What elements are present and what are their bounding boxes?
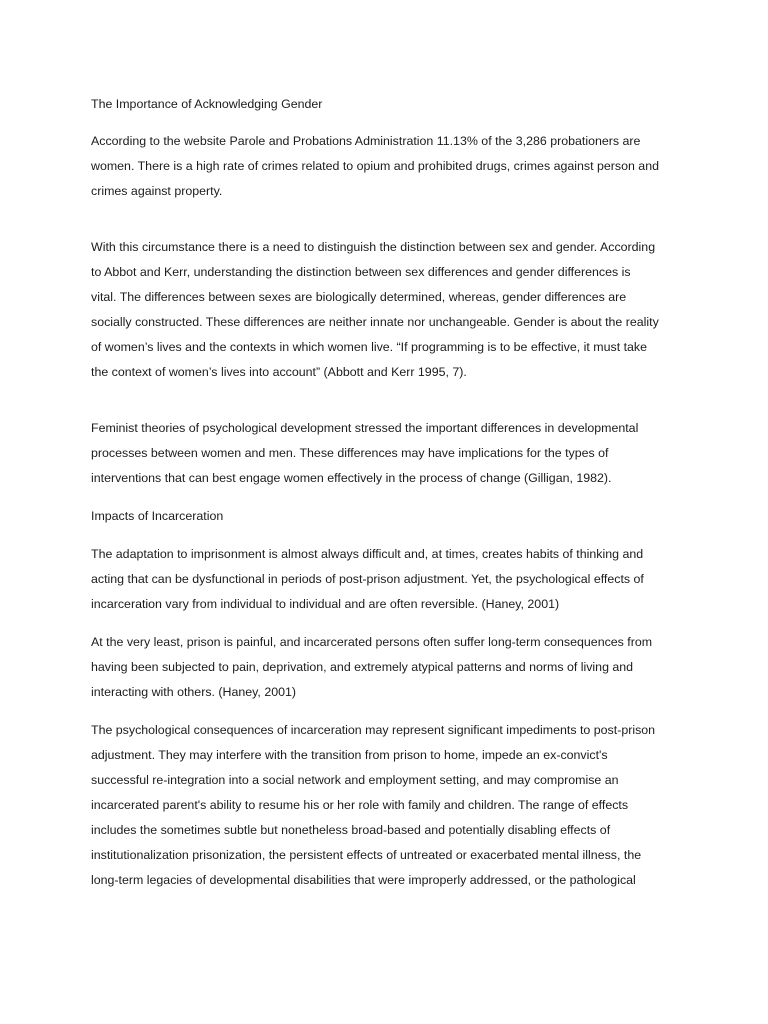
text-line: vital. The differences between sexes are biologically determined, whereas, gender differences are xyxy=(91,290,627,304)
text-line: to Abbot and Kerr, understanding the distinction between sex differences and gender differences is xyxy=(91,265,631,279)
text-line: incarceration vary from individual to individual and are often reversible. (Haney, 2001) xyxy=(91,597,560,611)
text-line: acting that can be dysfunctional in periods of post-prison adjustment. Yet, the psychological effects of xyxy=(91,572,644,586)
text-line: interacting with others. (Haney, 2001) xyxy=(91,685,297,699)
text-line: of women’s lives and the contexts in which women live. “If programming is to be effective, it must take xyxy=(91,340,647,354)
section-heading-gender: The Importance of Acknowledging Gender xyxy=(91,97,323,111)
section-heading-incarceration: Impacts of Incarceration xyxy=(91,509,224,523)
text-line: crimes against property. xyxy=(91,184,223,198)
text-line: With this circumstance there is a need to distinguish the distinction between sex and gender. According xyxy=(91,240,656,254)
paragraph-sex-gender-distinction xyxy=(91,235,677,385)
spacer xyxy=(91,385,677,416)
text-line: having been subjected to pain, deprivation, and extremely atypical patterns and norms of living and xyxy=(91,660,634,674)
text-line: At the very least, prison is painful, and incarcerated persons often suffer long-term consequences from xyxy=(91,635,653,649)
text-line: successful re-integration into a social network and employment setting, and may compromise an xyxy=(91,773,619,787)
paragraph-psychological-consequences xyxy=(91,718,677,893)
document-body xyxy=(91,92,677,893)
spacer xyxy=(91,204,677,235)
spacer xyxy=(91,705,677,718)
text-line: Feminist theories of psychological development stressed the important differences in developmental xyxy=(91,421,639,435)
text-line: incarcerated parent's ability to resume his or her role with family and children. The range of effects xyxy=(91,798,629,812)
spacer xyxy=(91,117,677,129)
spacer xyxy=(91,529,677,542)
text-line: interventions that can best engage women effectively in the process of change (Gilligan, 1982). xyxy=(91,471,612,485)
spacer xyxy=(91,491,677,504)
text-line: The psychological consequences of incarceration may represent significant impediments to post-prison xyxy=(91,723,656,737)
text-line: adjustment. They may interfere with the transition from prison to home, impede an ex-convict's xyxy=(91,748,608,762)
text-line: includes the sometimes subtle but nonetheless broad-based and potentially disabling effects of xyxy=(91,823,611,837)
paragraph-parole-statistics xyxy=(91,129,677,204)
text-line: The adaptation to imprisonment is almost always difficult and, at times, creates habits of thinking and xyxy=(91,547,644,561)
paragraph-feminist-theories xyxy=(91,416,677,491)
text-line: the context of women’s lives into account” (Abbott and Kerr 1995, 7). xyxy=(91,365,467,379)
text-line: socially constructed. These differences are neither innate nor unchangeable. Gender is about the reality xyxy=(91,315,659,329)
paragraph-adaptation-imprisonment xyxy=(91,542,677,617)
text-line: long-term legacies of developmental disabilities that were improperly addressed, or the pathological xyxy=(91,873,636,887)
text-line: institutionalization prisonization, the persistent effects of untreated or exacerbated mental illness, the xyxy=(91,848,642,862)
text-line: According to the website Parole and Probations Administration 11.13% of the 3,286 probationers are xyxy=(91,134,641,148)
text-line: processes between women and men. These differences may have implications for the types of xyxy=(91,446,609,460)
spacer xyxy=(91,617,677,630)
paragraph-prison-is-painful xyxy=(91,630,677,705)
text-line: women. There is a high rate of crimes related to opium and prohibited drugs, crimes against person and xyxy=(91,159,659,173)
